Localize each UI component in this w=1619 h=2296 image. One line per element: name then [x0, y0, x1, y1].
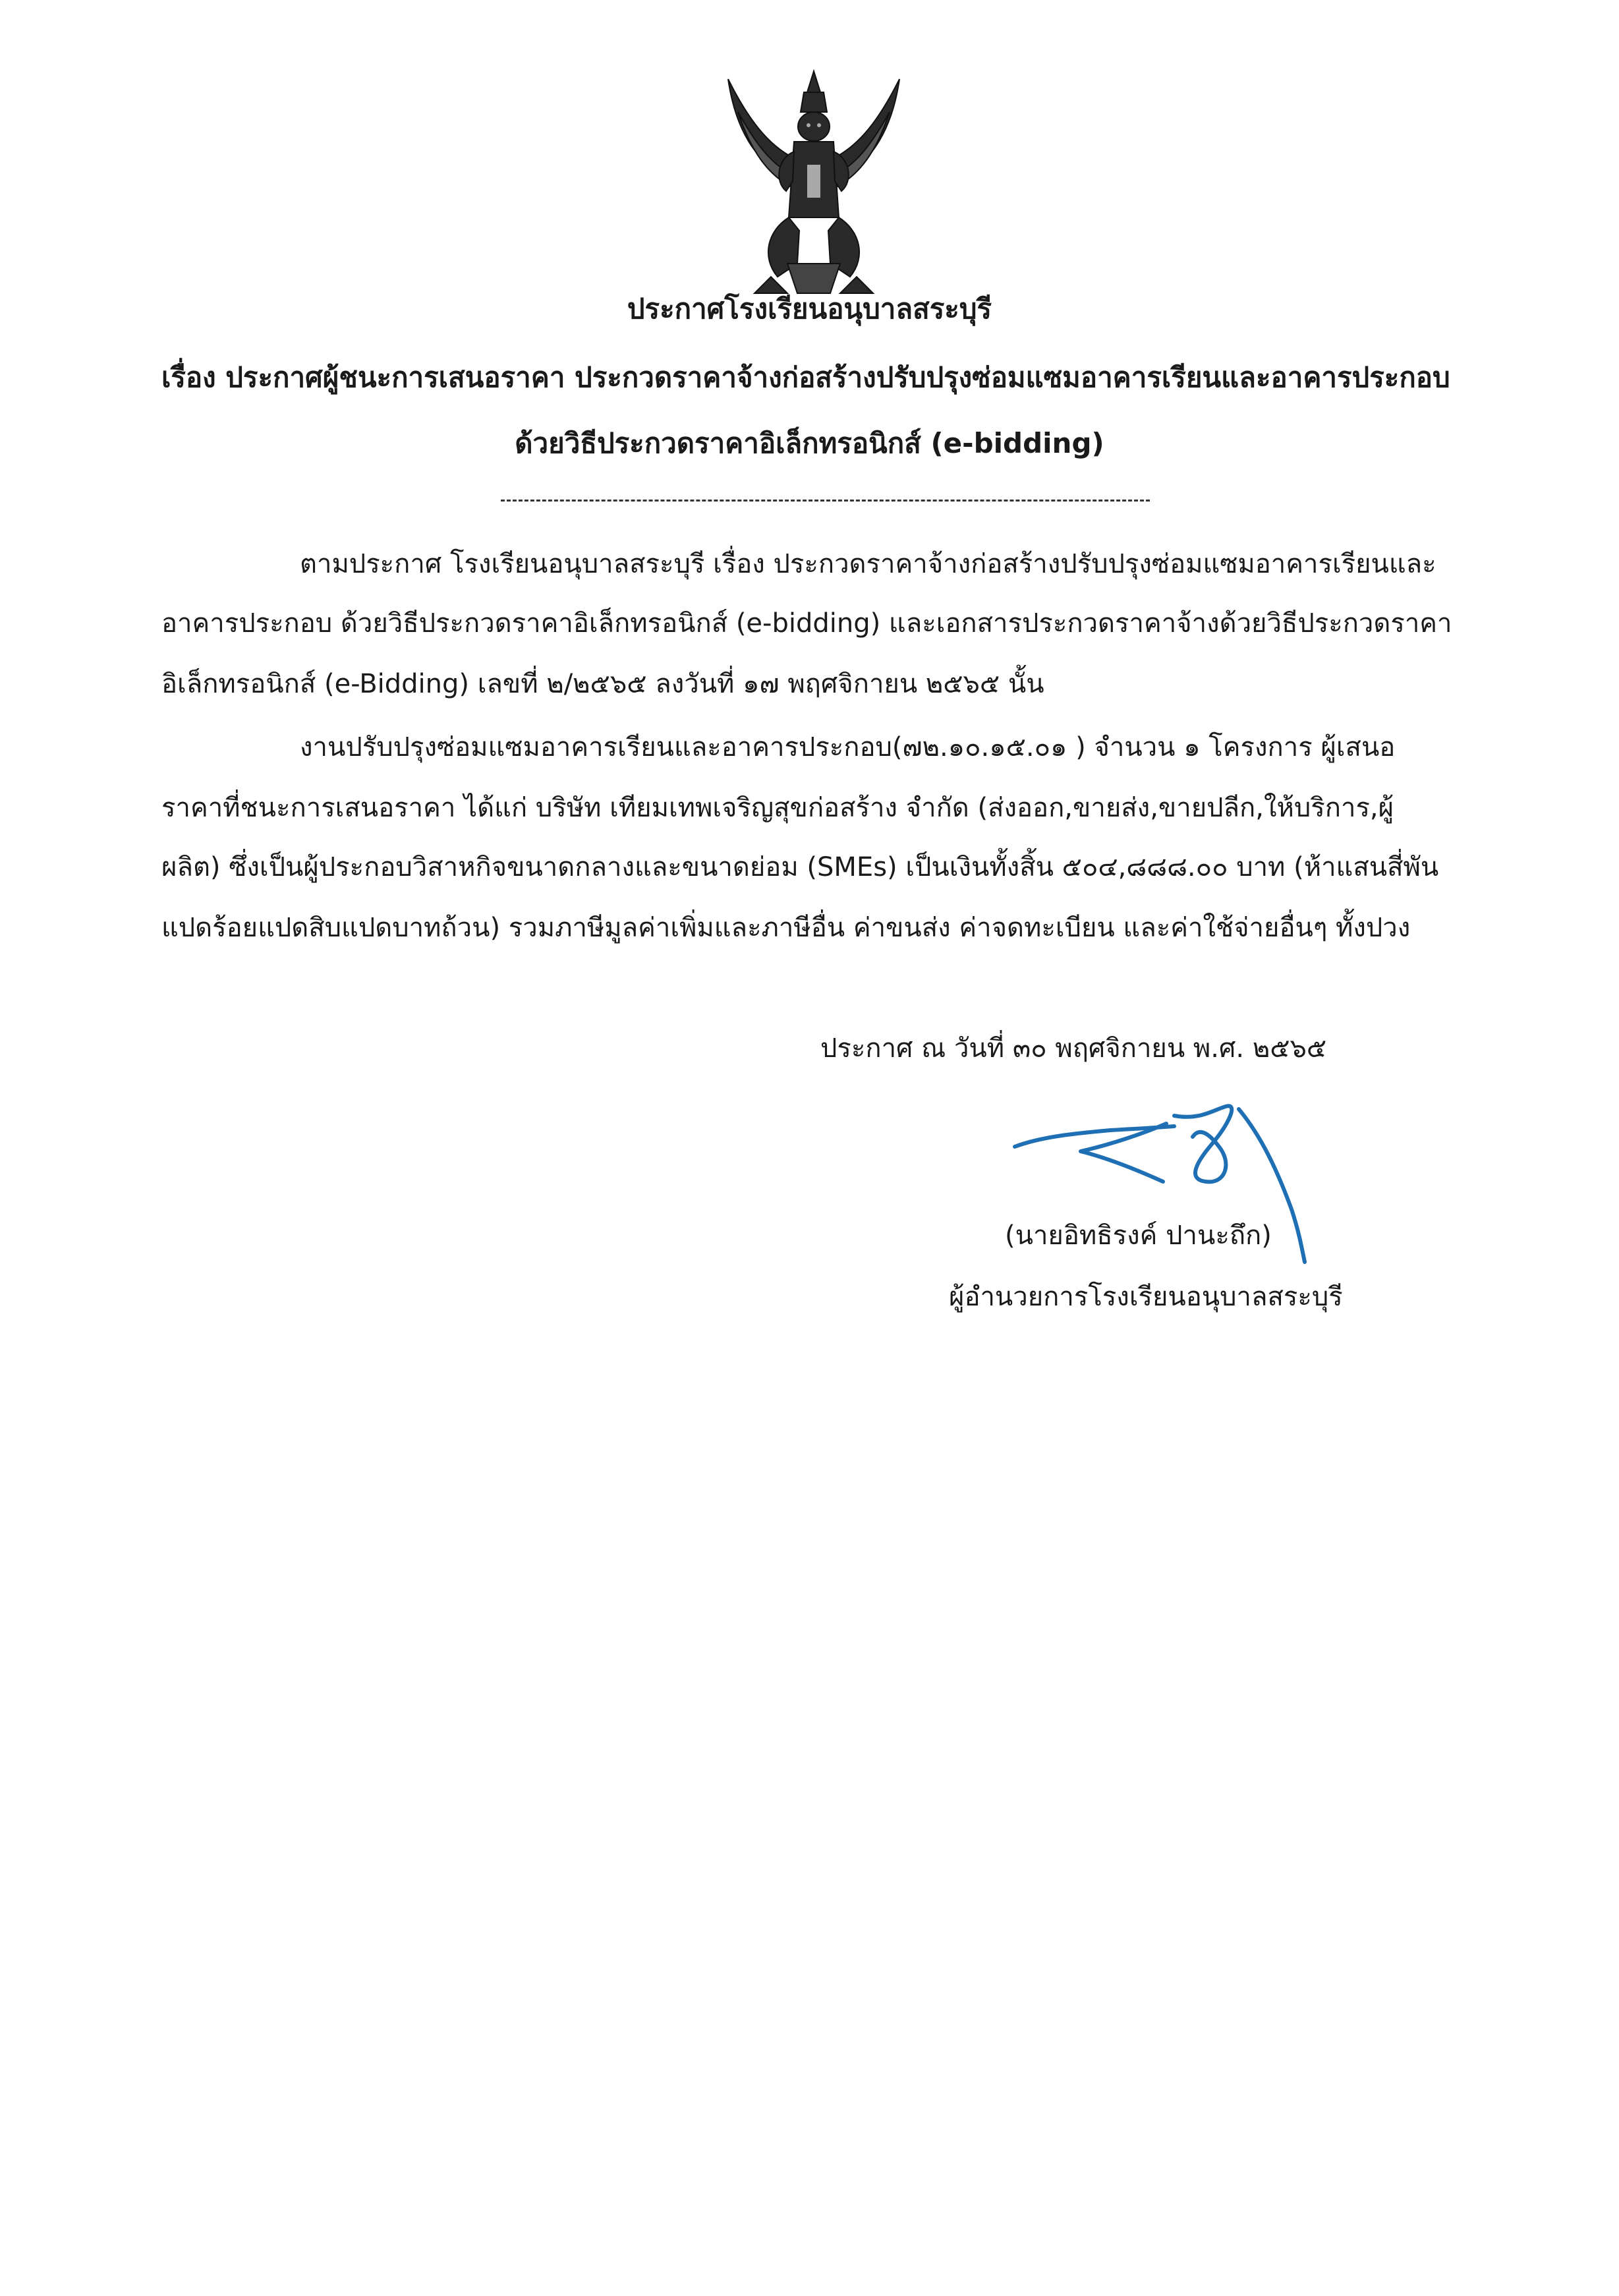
paragraph-2-line-2: ราคาที่ชนะการเสนอราคา ได้แก่ บริษัท เทียมเทพเจริญสุขก่อสร้าง จำกัด (ส่งออก,ขายส่ง,ขายปลีก,ให้บริการ,ผู้ [161, 793, 1394, 823]
paragraph-1-line-2: อาคารประกอบ ด้วยวิธีประกวดราคาอิเล็กทรอนิกส์ (e-bidding) และเอกสารประกวดราคาจ้างด้วยวิธีประกวดราคา [161, 608, 1452, 639]
garuda-emblem-icon [715, 66, 913, 303]
paragraph-1-line-1: ตามประกาศ โรงเรียนอนุบาลสระบุรี เรื่อง ประกวดราคาจ้างก่อสร้างปรับปรุงซ่อมแซมอาคารเรียนและ [300, 549, 1436, 579]
subject-heading-line-2: ด้วยวิธีประกวดราคาอิเล็กทรอนิกส์ (e-bidding) [515, 427, 1104, 459]
announcement-date: ประกาศ ณ วันที่ ๓๐ พฤศจิกายน พ.ศ. ๒๕๖๕ [820, 1033, 1327, 1064]
issuer-heading: ประกาศโรงเรียนอนุบาลสระบุรี [627, 293, 992, 325]
paragraph-1-line-3: อิเล็กทรอนิกส์ (e-Bidding) เลขที่ ๒/๒๕๖๕ ลงวันที่ ๑๗ พฤศจิกายน ๒๕๖๕ นั้น [161, 669, 1044, 699]
signer-title: ผู้อำนวยการโรงเรียนอนุบาลสระบุรี [949, 1282, 1343, 1312]
signer-name: (นายอิทธิรงค์ ปานะถึก) [1005, 1220, 1272, 1251]
paragraph-2-line-1: งานปรับปรุงซ่อมแซมอาคารเรียนและอาคารประกอบ(๗๒.๑๐.๑๕.๐๑ ) จำนวน ๑ โครงการ ผู้เสนอ [300, 732, 1396, 762]
paragraph-2-line-4: แปดร้อยแปดสิบแปดบาทถ้วน) รวมภาษีมูลค่าเพิ่มและภาษีอื่น ค่าขนส่ง ค่าจดทะเบียน และค่าใช้จ่ายอื่นๆ ทั้งปวง [161, 913, 1411, 943]
subject-heading-line-1: เรื่อง ประกาศผู้ชนะการเสนอราคา ประกวดราคาจ้างก่อสร้างปรับปรุงซ่อมแซมอาคารเรียนและอาคารประกอบ [161, 361, 1450, 393]
paragraph-2-line-3: ผลิต) ซึ่งเป็นผู้ประกอบวิสาหกิจขนาดกลางและขนาดย่อม (SMEs) เป็นเงินทั้งสิ้น ๕๐๔,๘๘๘.๐๐ บาท (ห้าแสนสี่พัน [161, 852, 1439, 882]
signature [1002, 1097, 1371, 1295]
divider [501, 500, 1150, 502]
